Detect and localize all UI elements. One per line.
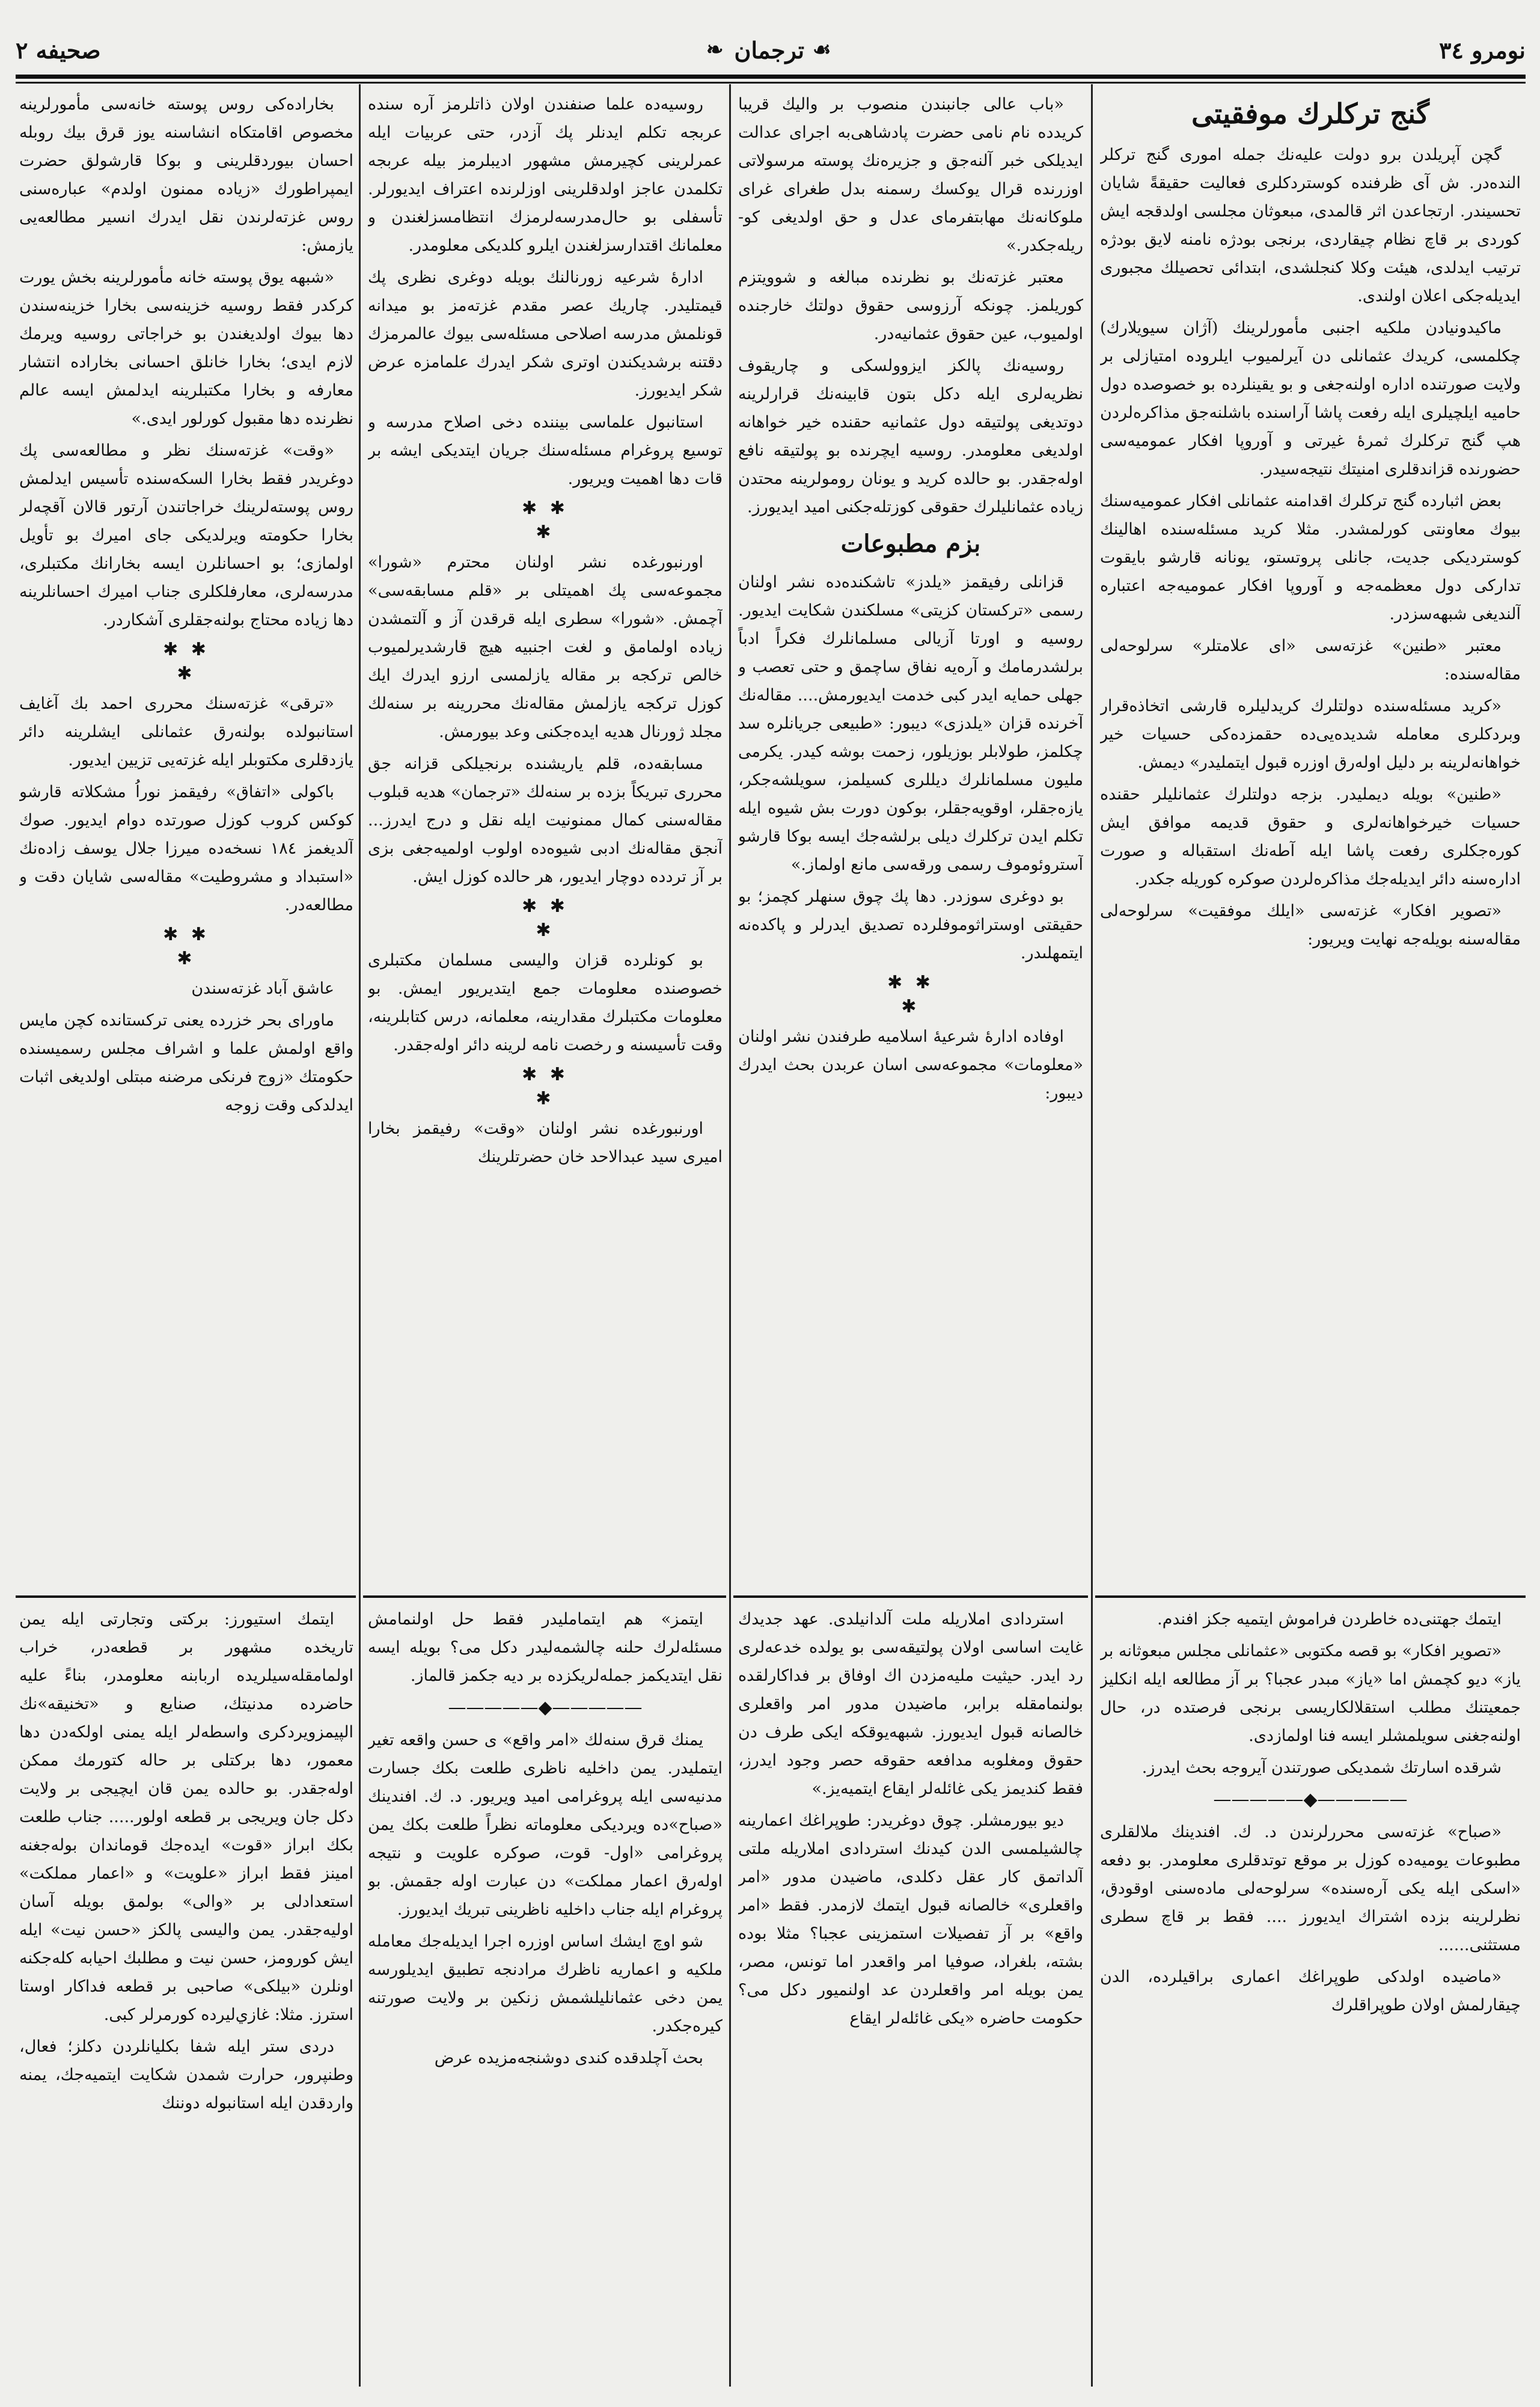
paragraph: «کريد مسئله‌سنده دولتلرك کريدليلره قارشى اتخاذەقرار وبردکلرى معامله شديده‌يى‌ده حقمزده‌کى حسيات خير خواهانه‌لرينه بر دليل اولەرق اوزره قبول ايتمليدر» ديمش. — [1100, 697, 1521, 772]
paragraph: دردى ستر ايله شفا بکليانلردن دکلز؛ فعال، وطنپرور، حرارت شمدن شکايت ايتميه‌جك، يمنه واردقدن ايله استانبوله دوننك — [19, 2037, 353, 2112]
article-title: گنج ترکلرك موفقيتى — [1191, 97, 1429, 130]
paragraph: استردادى املاريله ملت آلدانيلدى. عهد جديدك غايت اساسى اولان پولتيقه‌سى بو يولده خدعه‌لرى رد ايدر. حيثيت مليه‌مزدن اك اوفاق بر فداکارلقده بولنمامقله برابر، ماضيدن مدور امر واقعلرى خالصانه قبول ايديورز. شبهه‌يوقکه ايكى طرف دن حقوق ومغلوبه مدافعه حقوقه حصر وجود ايدرز، فقط کنديمز يکى غائله‌لر ايقاع ايتميه‌يز.» — [738, 1610, 1083, 1798]
paragraph: گچن آپريلدن برو دولت عليه‌نك جمله امورى گنج ترکلر الندەدر. ش آی ظرفندە کوستردکلرى فعاليت حقيقةً شايان تحسيندر. ارتجاعدن اثر قالمدى، مبعوثان مجلسى اولدقجه ايش کوردى بر قاچ نظام چيقاردى، برنجى بودژه نامنه لايق بودژه ترتيب ايدلدى، هيئت وکلا کنجلشدى، ابتدائى تحصيلك مجبورى ايديلەجکى اعلان اولندى. — [1100, 145, 1521, 305]
paragraph: ديو بيورمشلر. چوق دوغريدر: طوپراغك اعمارينه چالشيلمسى الدن کيدنك استردادى املاريله ملتى آلداتمق کار عقل دکلدى، ماضيدن مدور «امر واقعلرى» خالصانه قبول ايتمك لازمدر. فقط «امر واقع» بر آز تفصيلات استمزينى عجبا؟ مثلا بوده بشته، بلغراد، صوفيا امر واقعدر اما تونس، مصر، يمن بويله امر واقعلردن عد اولنميور دکل مى؟ حکومت حاضره «يکى غائله‌لر ايقاع — [738, 1811, 1083, 2028]
paragraph: ماکيدونيادن ملکيه اجنبى مأمورلرينك (آژان سيويلارك) چکلمسى، کريدك عثمانلى دن آيرلميوب ايلروده امتيازلى بر ولايت صورتندە ادارە اولنەجغى و بو يقينلرده بو خصوصده دول حاميه ايلچيلرى ايله رفعت پاشا آراسنده باشلنه‌جق مذاکره‌لردن هپ گنج ترکلرك ثمرۀ غيرتى و آوروپا افکار عموميه‌سى حضورنده قزاندقلرى امنيتك نتيجه‌سيدر. — [1100, 319, 1521, 479]
column-1-bottom — [1100, 1605, 1521, 2387]
header-rule-thin — [16, 82, 1526, 84]
paragraph: اورنبورغده نشر اولنان «وقت» رفيقمز بخارا اميرى سيد عبدالاحد خان حضرتلرينك — [368, 1119, 723, 1166]
paragraph: روسيه‌ده علما صنفندن اولان ذاتلرمز آره سنده عربجه تکلم ايدنلر پك آزدر، حتى عربيات ايله عمرلرينى کچيرمش مشهور اديبلرمز بيله عربجه تکلمدن عاجز اولدقلرينى اوزلرنده اعتراف ايديورلر. تأسفلى بو حال‌مدرسه‌لرمزك انتظامسزلغندن و معلمانك اقتدارسزلغندن ايلرو کلديکى معلومدر. — [368, 95, 723, 255]
paragraph: اورنبورغده نشر اولنان محترم «شورا» مجموعه‌سى پك اهميتلى بر «قلم مسابقه‌سى» آچمش. «شورا» سطرى ايله قرقدن آز و آلتمشدن زيادە اولمامق و لغت اجنبيه هيچ قارشديرلميوب خالص ترکجه بر مقاله يازلمسى ارزو ايدرك ايك کوزل ترکجه يازلمش مقاله‌نك محررينه بر سنه‌لك مجلد ژورنال هديه ايدەجکنى وعد بيورمش. — [368, 553, 723, 741]
column-4-bottom — [19, 1605, 353, 2387]
column-1-top — [1100, 90, 1521, 1590]
stars-separator-icon: ✱ ✱ ✱ — [163, 639, 210, 684]
column-rule — [1091, 84, 1093, 2387]
paragraph: استانبول علماسى بيننده دخى اصلاح مدرسه و توسيع پروغرام مسئله‌سنك جريان ايتديکى ايشه بر قات دها اهميت ويريور. — [368, 413, 723, 488]
section-rule — [733, 1595, 1088, 1598]
paragraph: «ماضيده اولدکى طوپراغك اعمارى براقيلرده، الدن چيقارلمش اولان طوپراقلرك — [1100, 1968, 1521, 2014]
stars-separator-icon: ✱ ✱ ✱ — [522, 896, 569, 941]
paragraph: روسيه‌نك پالکز ايزوولسکى و چاريقوف نظريه‌لرى ايله دکل بتون قابينه‌نك قرارلرينه دوتديغى پولتيقه دول عثمانيه حقنده خير خواهانه اولديغى معلومدر. روسيه ايچرنده بو پولتيقه نافع اولەجقدر. بو حالده کريد و يونان رومولرينه محتدن زيادە عثمانليلرك حقوقى کوزتلەجکنى اميد ايديورز. — [738, 356, 1083, 516]
section-divider-icon: —————◆————— — [1213, 1789, 1408, 1810]
header-rule — [16, 75, 1526, 79]
paragraph: بو دوغرى سوزدر. دها پك چوق سنهلر کچمز؛ بو حقيقتى اوستراثوموفلرده تصديق ايدرلر و پاکده‌نه ايتمهلىدر. — [738, 887, 1083, 962]
page-number: صحيفه ٢ — [16, 36, 101, 64]
paragraph: عاشق آباد غزته‌سندن — [191, 979, 334, 998]
masthead-title: ترجمان — [734, 36, 805, 64]
stars-separator-icon: ✱ ✱ ✱ — [887, 972, 934, 1017]
paragraph: شو اوچ ايشك اساس اوزره اجرا ايديلەجك معامله ملکيه و اعماريه ناظرك مرادنجه تطبيق ايديلورسه يمن دخى عثمانليلشمش زنکين بر ولايت صورتنه کيرەجکدر. — [368, 1932, 723, 2035]
paragraph: بحث آچلدقده کندى دوشنجه‌مزيده عرض — [434, 2049, 703, 2067]
paragraph: بعض اثبارده گنج ترکلرك اقدامنه عثمانلى افکار عموميه‌سنك بيوك معاونتى کورلمشدر. مثلا کريد مسئله‌سنده اهالينك کوسترديکى جديت، جانلى پروتستو، يونانه قارشو بايقوت تدارکى دول معظمه‌جه و آوروپا افکار عموميه‌جه اعتبارە آلنديغى شبهه‌سزدر. — [1100, 492, 1521, 623]
paragraph: ماوراى بحر خزرده يعنى ترکستانده کچن مايس واقع اولمش علما و اشراف مجلس رسميسنده حکومتك «زوج فرنکى مرضنه مبتلى اولديغى اثبات ايدلدکى وقت زوجه — [19, 1011, 353, 1115]
paragraph: «شبهه يوق پوسته خانه مأمورلرينه بخش يورت کرکدر فقط روسيه خزينه‌سى بخارا خزينه‌سندن دها بيوك اولديغندن بو خراجاتى روسيه ويرمك لازم ايدى؛ بخارا خانلق احسانى بخارادە انتشار معارفه و بخارا مکتبلرينه ايدلمش ايسه عالم نظرنده دها مقبول کورلور ايدى.» — [19, 268, 353, 428]
paragraph: بخارادەکى روس پوسته خانه‌سى مأمورلرينه مخصوص اقامتکاه انشاسنه يوز قرق بيك روبله احسان بيوردقلرينى و بوکا قارشولق حضرت ايمپراطورك «زيادە ممنون اولدم» عبارەسنى روس غزته‌لرندن نقل ايدرك انسیر مطالعه‌يى يازمش: — [19, 95, 353, 255]
paragraph: يمنك قرق سنه‌لك «امر واقع» ى حسن واقعه تغير ايتمليدر. يمن داخليه ناظرى طلعت بکك جسارت مدنيه‌سى ايله پروغرامى اميد ويريور. د. ك. افندينك «صباح»ده ويرديکى معلوماته نظراً طلعت بکك يمن پروغرامى «اول- قوت، صوکره علويت و نتيجه اولەرق اعمار مملکت» دن عبارت اوله جقمش. بو پروغرام ايله جناب داخليه ناظرينى تبريك ايديورز. — [368, 1731, 723, 1919]
paragraph: «تصوير افکار» غزته‌سى «ايلك موفقيت» سرلوحه‌لى مقاله‌سنه بويله‌جه نهايت ويريور: — [1100, 902, 1521, 949]
paragraph: بو کونلرده قزان واليسى مسلمان مکتبلرى خصوصنده معلومات جمع ايتديريور ايمش. بو معلومات مکتبلرك مقدارينه، معلمانه، درس کتابلرينه، وقت تأسيسنه و رخصت نامه لرينه دائر اولەجقدر. — [368, 951, 723, 1054]
section-rule — [16, 1595, 356, 1598]
issue-number: نومرو ٣٤ — [1439, 36, 1526, 64]
column-3-bottom — [368, 1605, 723, 2387]
ornament-right-icon: ☙ — [813, 38, 834, 62]
paragraph: ايتمك استيورز: برکتى وتجارتى ايله يمن تاريخده مشهور بر قطعه‌در، خراب اولمامقله‌سيلريده اربابنه معلومدر، بناءً عليه حاضرده مدنيتك، صنايع و «تخنيقه»نك الپيمزويردکرى واسطه‌لر ايله يمنى اولکەدن دها معمور، دها برکتلى بر حاله کتورمك ممکن اولەجقدر. بو حالده يمن قان ايچيجى بر ولايت دکل جان ويريجى بر قطعه اولور..... جناب طلعت بکك ابراز «قوت» ايدەجك قوماندان بولەجغنه امينز فقط ابراز «علويت» و «اعمار مملکت» استعدادلى بر «والى» بولمق بويله آسان اوليه‌جقدر. يمن واليسى پالکز «حسن نيت» ايله ايش کورومز، حسن نيت و مطلبك احيابه کلەجکنه اونلرن «بيلکى» صاحبى بر قطعه فداکار اوستا استرز. مثلا: غازي‌ليرده کورمرلر کبى. — [19, 1610, 353, 2024]
paragraph: مسابقه‌ده، قلم ياريشنده برنجيلکى قزانه جق محررى تبريکاً بزده بر سنه‌لك «ترجمان» هديه قبلوب مقاله‌سنى کمال ممنونيت ايله نقل و درج ايدرز... آنجق مقاله‌نك ادبى شيوه‌ده اولوب اولميه‌جغى بزى بر آز تردده دوچار ايديور، هر حالده کوزل ايش. — [368, 754, 723, 886]
paragraph: «ترقى» غزته‌سنك محررى احمد بك آغايف استانبولده بولنەرق عثمانلى ايشلرينه دائر يازدقلرى مکتوبلر ايله غزته‌يى تزيين ايديور. — [19, 694, 353, 769]
column-rule — [729, 84, 731, 2387]
stars-separator-icon: ✱ ✱ ✱ — [522, 498, 569, 543]
paragraph: «باب عالى جانبندن منصوب بر واليك قريبا کريدده نام نامى حضرت پادشاهى‌به اجراى عدالت ايديلکى خبر آلنه‌جق و جزيره‌نك پوسته مرسولاتى اوزرنده قرال يوکسك رسمنه بدل طغراى غراى ملوکانه‌نك مهابتفرماى عدل و حق اولديغى کو-ريله‌جکدر.» — [738, 95, 1083, 255]
paragraph: قزانلى رفيقمز «يلدز» تاشکنده‌ده نشر اولنان رسمى «ترکستان کزيتى» مسلکندن شکايت ايديور. روسيه و اورتا آزيالى مسلمانلرك فکراً ادباً برلشدرمامك و آره‌يه نفاق ساچمق و حتى تعصب و جهلى حمايه ايدر کبى خدمت ايديورمش.... مقاله‌نك آخرنده قزان «يلدزى» ديبور: «طبيعى جريانلره سد چکلمز، طولابلر بوزيلور، زحمت بوشه کيدر. يکرمى مليون مسلمانلرك ديللرى کسيلمز، سويلشەجکر، يازەجقلر، اوقويەجقلر، بوکون دورت بش شيوه ايله تکلم ايدن ترکلرك ديلى برلشەجك ايسه بوکا قارشو آستروئوموف رسمى ورقه‌سى مانع اولماز.» — [738, 573, 1083, 874]
section-rule — [363, 1595, 726, 1598]
paragraph: «طنين» بويله ديمليدر. بزجه دولتلرك عثمانليلر حقنده حسيات خيرخواهانه‌لرى و حقوق قديمه موافق ايش کورەجکلرى رفعت پاشا ايله آطه‌نك استقباله و صورت ادارەسنه دائر ايديلەجك مذاکرەلردن صوکره کوريله جکدر. — [1100, 785, 1521, 888]
paragraph: ايتمك جهتنى‌ده خاطردن فراموش ايتميه جکز افندم. — [1157, 1610, 1502, 1629]
stars-separator-icon: ✱ ✱ ✱ — [522, 1064, 569, 1109]
masthead — [706, 37, 833, 64]
paragraph: «تصوير افکار» بو قصه مکتوبى «عثمانلى مجلس مبعوثانه بر ياز» ديو کچمش اما «ياز» مبدر عجبا؟ بر آز مطالعه ايله انکليز جمعيتنك مطلب استقلالکاريسى برنجى فرصتده در، حال اولنەجغنى سويلمشلر ايسه فنا اولمازدى. — [1100, 1642, 1521, 1745]
ornament-left-icon: ❧ — [706, 38, 726, 62]
section-divider-icon: —————◆————— — [448, 1697, 643, 1718]
paragraph: باکولى «اتفاق» رفيقمز نوراُ مشکلاته قارشو کوکس کروب کوزل صورتده دوام ايديور. صوك آلديغمز ١٨٤ نسخه‌ده ميرزا جلال يوسف زاده‌نك «استبداد و مشروطيت» مقاله‌سى شايان دقت و مطالعه‌در. — [19, 783, 353, 914]
section-title: بزم مطبوعات — [840, 530, 981, 558]
paragraph: شرقده اسارتك شمديکى صورتندن آيروجه بحث ايدرز. — [1141, 1758, 1502, 1777]
stars-separator-icon: ✱ ✱ ✱ — [163, 924, 210, 969]
column-3-top — [368, 90, 723, 1590]
paragraph: ادارۀ شرعيه زورنالنك بويله دوغرى نظرى پك قيمتليدر. چاريك عصر مقدم غزته‌مز بو ميدانه قونلمش مدرسه اصلاحى مسئله‌سى بيوك عالمرمزك دقتنه برشديکندن اوترى شکر ايدرك علمامزه عرض شکر ايديورز. — [368, 268, 723, 400]
page-header — [16, 29, 1526, 71]
column-rule — [359, 84, 361, 2387]
paragraph: اوفاده ادارۀ شرعيۀ اسلاميه طرفندن نشر اولنان «معلومات» مجموعه‌سى اسان عربدن بحث ايدرك ديبور: — [738, 1027, 1083, 1103]
paragraph: معتبر «طنين» غزته‌سى «اى علامتلر» سرلوحه‌لى مقاله‌سنده: — [1100, 637, 1521, 684]
column-2-top — [738, 90, 1083, 1590]
section-rule — [1095, 1595, 1526, 1598]
paragraph: معتبر غزته‌نك بو نظرنده مبالغه و شوويتزم کوريلمز. چونکه آرزوسى حقوق دولتك خارجنده اولميوب، عين حقوق عثمانيەدر. — [738, 268, 1083, 343]
paragraph: «صباح» غزته‌سى محررلرندن د. ك. افندينك ملالقلرى مطبوعات يومیه‌ده کوزل بر موقع توتدقلرى معلومدر. بو دفعه «اسکى ايله يکى آرەسنده» سرلوحه‌لى مادەسنى اوقودق، نظرلرينه بزده اشتراك ايديورز .... فقط بر قاچ سطرى مستثنى...... — [1100, 1823, 1521, 1954]
column-4-top — [19, 90, 353, 1590]
column-2-bottom — [738, 1605, 1083, 2387]
paragraph: ايتمز» هم ايتمامليدر فقط حل اولنمامش مسئله‌لرك حلنه چالشمەليدر دکل مى؟ بويله ايسه نقل ايتديکمز جمله‌لريکزده بر ديه جکمز قالماز. — [368, 1610, 723, 1685]
paragraph: «وقت» غزته‌سنك نظر و مطالعه‌سى پك دوغريدر فقط بخارا السکه‌سنده تأسيس ايدلمش روس پوسته‌لرينك خراجاتندن آرتور قالان آقچه‌لر بخارا حکومته ويرلديکى جاى اميرك بو تأويل اولمازى؛ بو احسانلرن ايسه بخارانك مکتبلرى، مدرسه‌لرى، معارفلکلرى جناب اميرك احسانلرينه دها زياده محتاج بولنه‌جقلرى آشکاردر. — [19, 441, 353, 629]
